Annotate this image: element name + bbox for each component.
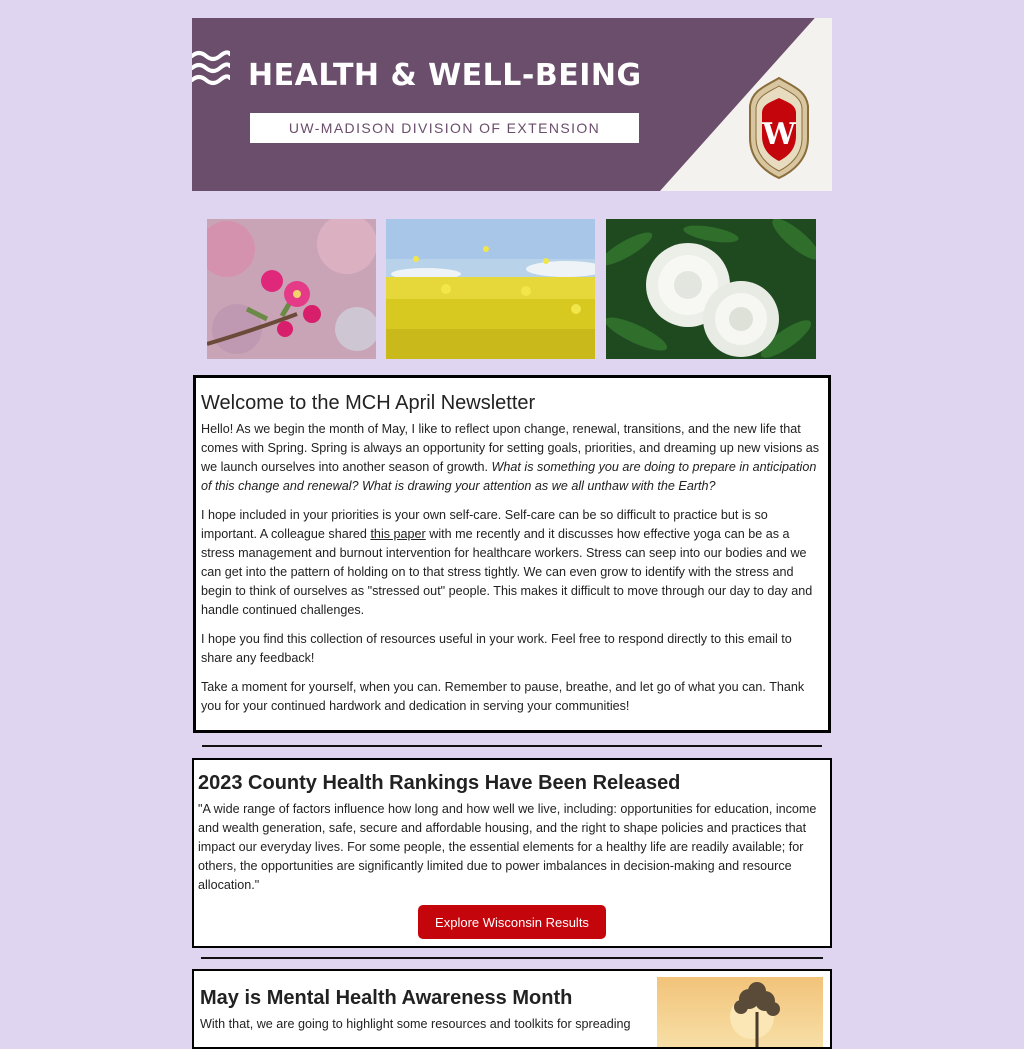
newsletter [192,18,832,1031]
welcome-paragraph-4: Take a moment for yourself, when you can. Remember to pause, breathe, and let go of what you can. Thank you for your continued hardwork and dedication in serving your communities! [201,680,805,713]
banner-title: HEALTH & WELL-BEING [248,58,642,93]
photo-yellow-field [386,219,595,359]
photo-pink-blossom [207,219,376,359]
banner-subtitle: UW-MADISON DIVISION OF EXTENSION [250,113,639,143]
rankings-title: 2023 County Health Rankings Have Been Released [198,772,681,794]
waves-icon [192,50,230,92]
rankings-quote: "A wide range of factors influence how long and how well we live, including: opportunities for education, income and wealth generation, safe, secure and affordable housing, and the right to shape policies and practices that impact our everyday lives. For some people, the essential elements for a healthy life are readily available; for others, the opportunities are significantly limited due to power imbalances in decision-making and resource allocation." [198,802,817,892]
section-divider [202,745,822,747]
mental-health-section [192,969,832,1049]
county-health-rankings-section [192,758,832,948]
welcome-section [193,375,831,733]
uw-crest-icon [744,76,814,180]
welcome-paragraph-2: I hope included in your priorities is your own self-care. Self-care can be so difficult to practice but is so important. A colleague shared this paper with me recently and it discusses how effective yoga can be as a stress management and burnout intervention for healthcare workers. Stress can seep into our bodies and we can get into the pattern of holding on to that stress tightly. We can even grow to identify with the stress and begin to think of ourselves as "stressed out" people. This makes it difficult to move through our day to day and handle continued challenges. [201,508,813,617]
welcome-paragraph-1: Hello! As we begin the month of May, I like to reflect upon change, renewal, transitions, and the new life that comes with Spring. Spring is always an opportunity for setting goals, priorities, and dreaming up new visions as we launch ourselves into another season of growth. What is something you are doing to prepare in anticipation of this change and renewal? What is drawing your attention as we all unthaw with the Earth? [201,422,820,493]
svg-text:W: W [762,117,796,152]
sunset-tree-image [657,977,823,1047]
welcome-title: Welcome to the MCH April Newsletter [201,392,536,414]
this-paper-link[interactable]: this paper [370,527,426,541]
photo-white-peonies [606,219,816,359]
header-banner [192,18,832,191]
mental-health-text: With that, we are going to highlight some resources and toolkits for spreading [200,1017,631,1031]
mental-health-title: May is Mental Health Awareness Month [200,987,573,1009]
section-divider [201,957,823,959]
welcome-paragraph-3: I hope you find this collection of resources useful in your work. Feel free to respond directly to this email to share any feedback! [201,632,792,665]
explore-wisconsin-results-button[interactable]: Explore Wisconsin Results [418,905,606,939]
